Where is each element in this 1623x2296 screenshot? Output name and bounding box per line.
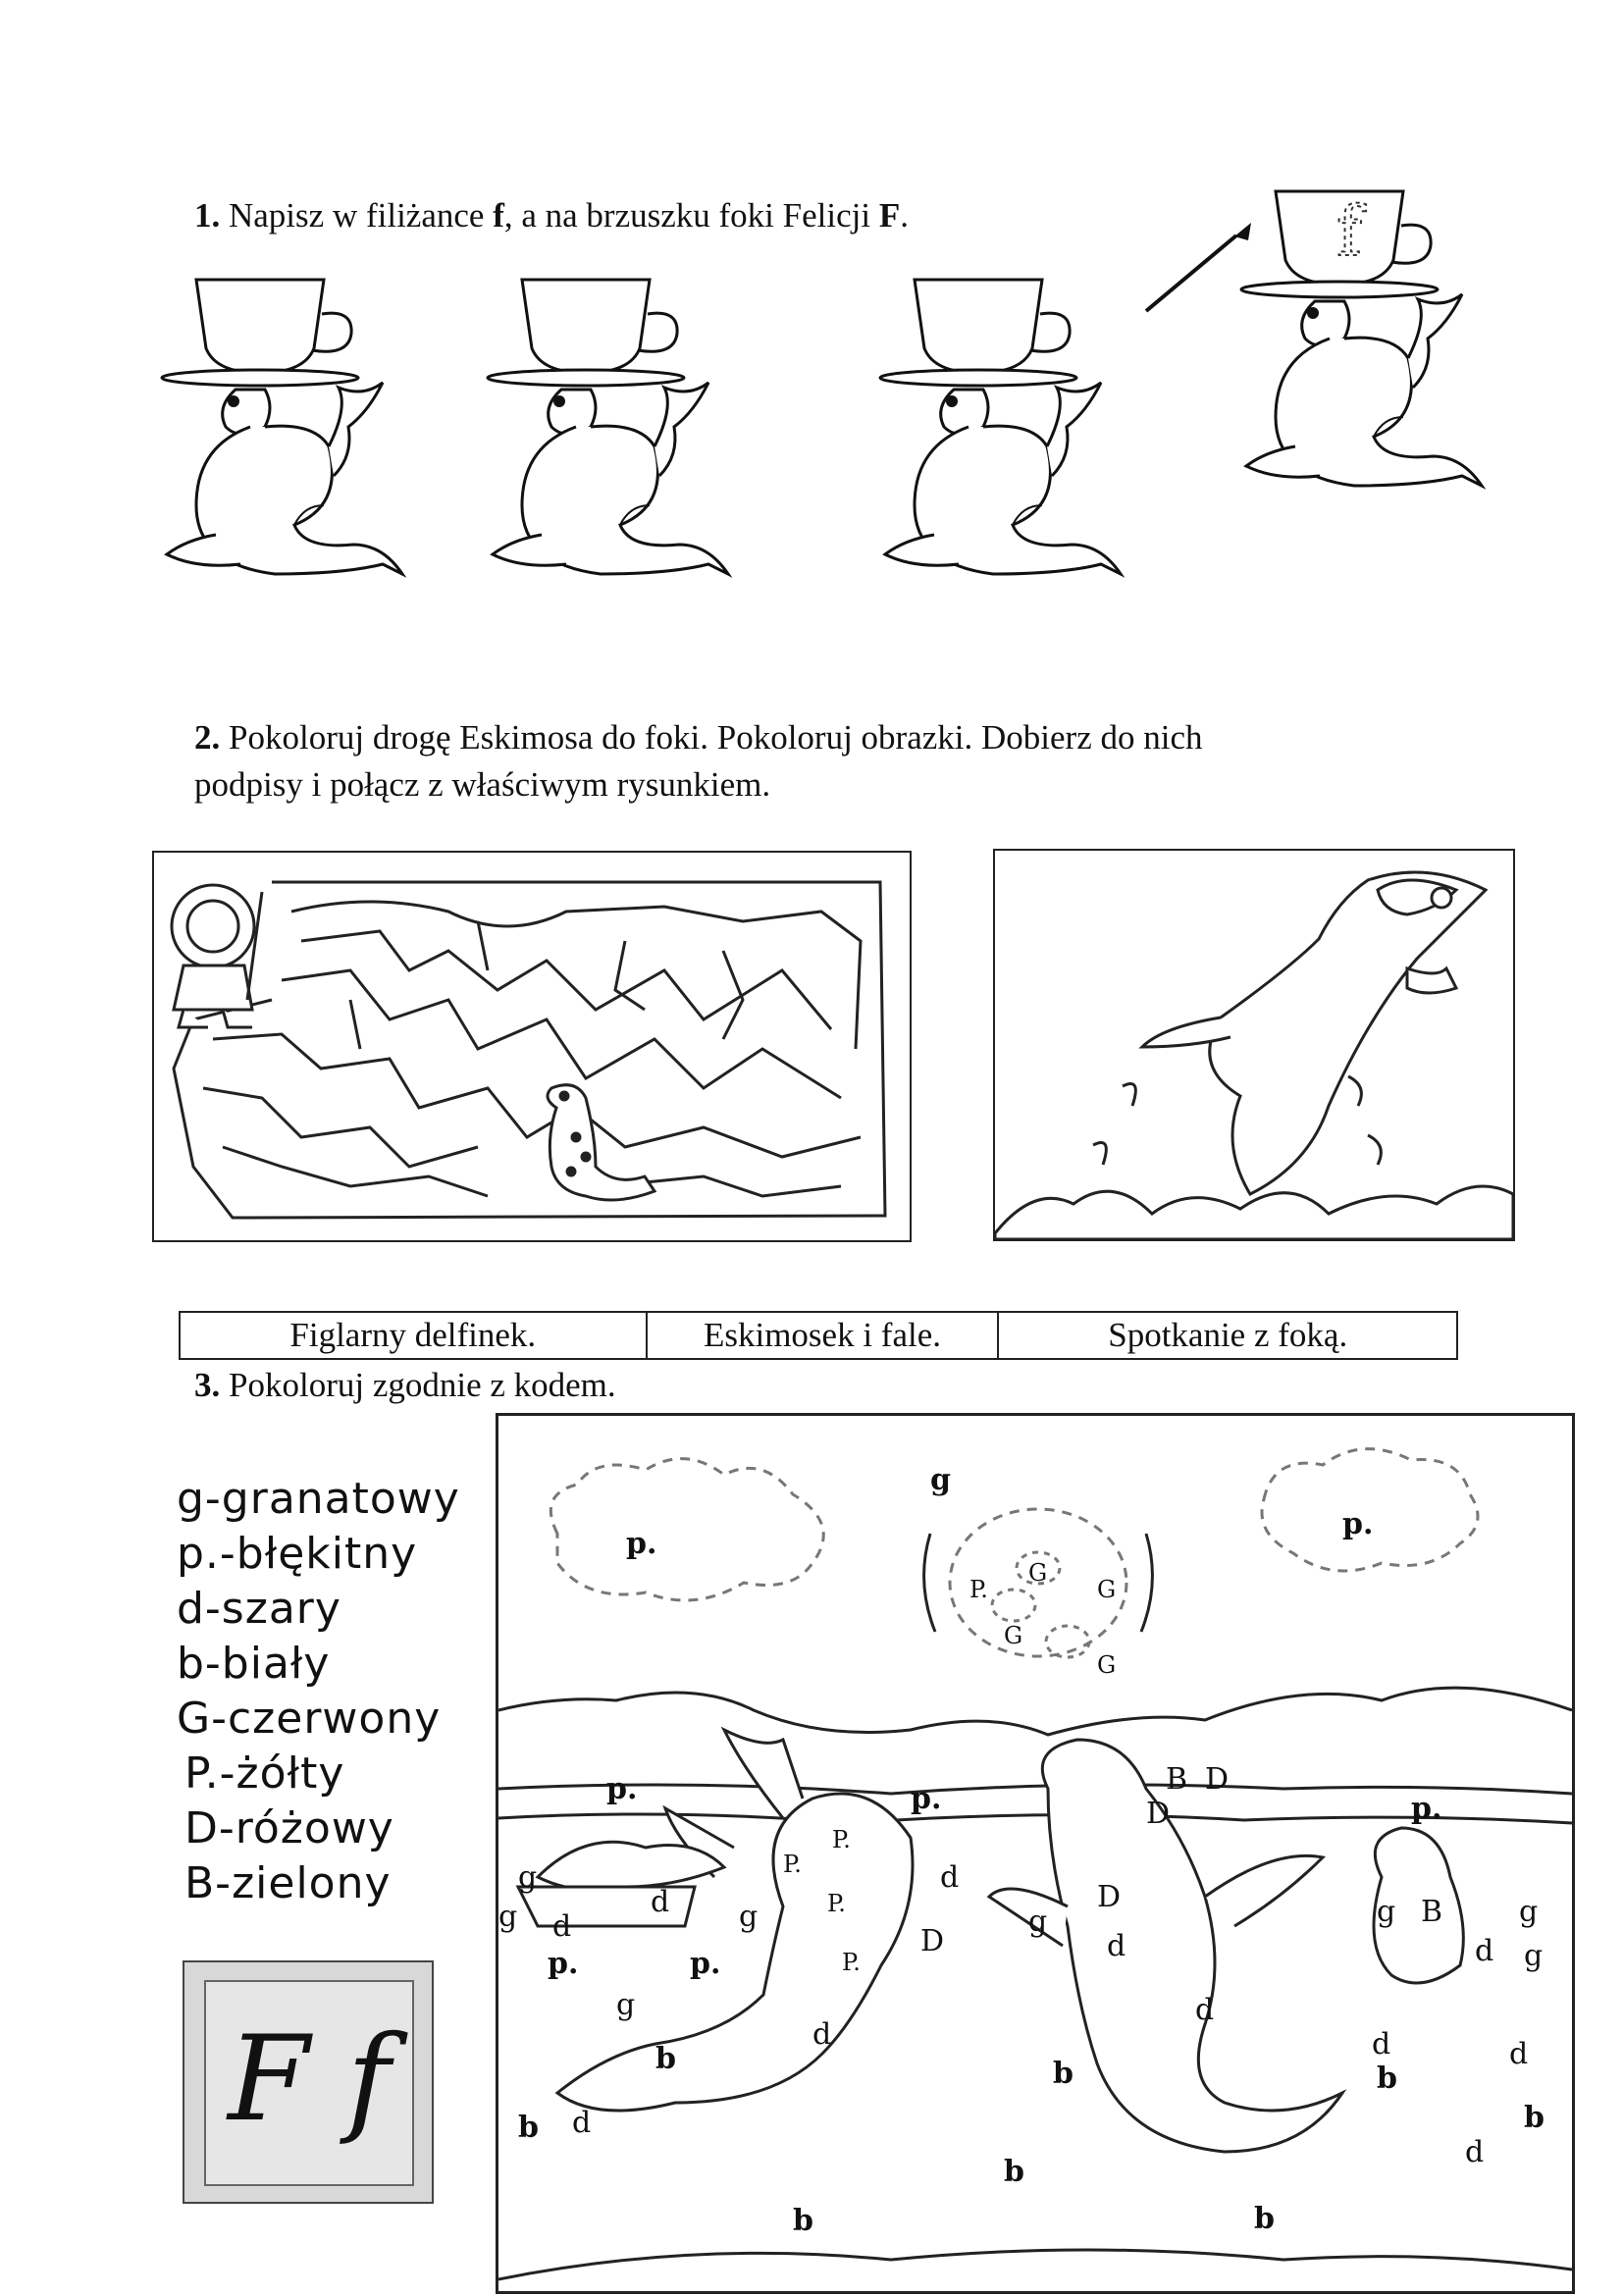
code-d: d xyxy=(1465,2135,1485,2169)
eskimo-figure xyxy=(172,885,262,1027)
code-p: p. xyxy=(690,1947,721,1981)
code-p: p. xyxy=(626,1527,657,1561)
code-d: d xyxy=(572,2106,592,2140)
code-p: p. xyxy=(911,1782,942,1816)
task1-instruction: 1. Napisz w filiżance f, a na brzuszku foki Felicji F. xyxy=(194,196,909,235)
task2-instruction: 2. Pokoloruj drogę Eskimosa do foki. Pokoloruj obrazki. Dobierz do nich podpisy i połącz z właściwym rysunkiem. xyxy=(194,718,1203,804)
code-D: D xyxy=(920,1924,945,1958)
code-D: D xyxy=(1097,1880,1122,1914)
code-D: D xyxy=(1205,1762,1230,1797)
example-letter-f: f xyxy=(1336,191,1362,272)
code-d: d xyxy=(812,2017,832,2052)
code-d: d xyxy=(1509,2037,1529,2071)
maze-picture xyxy=(152,851,912,1242)
task3-number: 3. xyxy=(194,1366,221,1404)
letter-card xyxy=(183,1960,434,2204)
code-G: G xyxy=(1028,1559,1048,1587)
code-G: G xyxy=(1097,1576,1117,1603)
code-g: g xyxy=(1377,1895,1396,1929)
legend-item: P.-żółty xyxy=(184,1748,345,1799)
maze-drawing xyxy=(154,853,910,1240)
code-b: b xyxy=(1053,2057,1073,2091)
code-P: P. xyxy=(832,1826,851,1853)
color-code-legend xyxy=(177,1472,460,1911)
code-b: b xyxy=(1004,2155,1024,2189)
legend-item: g-granatowy xyxy=(177,1474,460,1524)
code-g: g xyxy=(1028,1905,1048,1939)
code-g: g xyxy=(518,1860,538,1895)
code-B: B xyxy=(1421,1895,1443,1929)
code-b: b xyxy=(1377,2061,1397,2096)
legend-item: G-czerwony xyxy=(177,1694,442,1744)
code-P: P. xyxy=(827,1890,846,1917)
caption-cell: Eskimosek i fale. xyxy=(648,1313,1000,1358)
code-b: b xyxy=(655,2042,676,2076)
legend-item: B-zielony xyxy=(184,1858,392,1908)
code-g: g xyxy=(1524,1939,1544,1973)
task2-number: 2. xyxy=(194,718,221,757)
code-p: p. xyxy=(548,1947,579,1981)
code-d: d xyxy=(1475,1934,1494,1968)
code-d: d xyxy=(651,1885,670,1919)
code-B: B xyxy=(1166,1762,1188,1797)
code-G: G xyxy=(1097,1651,1117,1679)
card-letters: F f xyxy=(228,2011,391,2148)
legend-item: d-szary xyxy=(177,1584,341,1634)
coloring-drawing xyxy=(498,1416,1572,2291)
code-d: d xyxy=(552,1909,572,1944)
code-P: P. xyxy=(842,1949,861,1976)
captions-table xyxy=(179,1311,1458,1360)
coloring-picture xyxy=(496,1413,1575,2294)
code-d: d xyxy=(940,1860,960,1895)
caption-cell: Spotkanie z foką. xyxy=(1108,1316,1348,1354)
code-G: G xyxy=(1004,1622,1023,1649)
code-p: p. xyxy=(1342,1507,1374,1541)
code-p: p. xyxy=(606,1772,638,1806)
legend-item: b-biały xyxy=(177,1639,331,1689)
task3-instruction: 3. Pokoloruj zgodnie z kodem. xyxy=(194,1366,616,1404)
dolphin-drawing xyxy=(995,851,1513,1239)
code-g: g xyxy=(498,1900,518,1934)
task1-letter-small: f xyxy=(493,196,504,235)
code-D: D xyxy=(1146,1797,1171,1831)
code-b: b xyxy=(518,2111,539,2145)
code-d: d xyxy=(1107,1929,1126,1963)
legend-item: p.-błękitny xyxy=(177,1529,418,1579)
task1-number: 1. xyxy=(194,196,221,235)
code-b: b xyxy=(793,2204,813,2238)
code-g: g xyxy=(739,1900,759,1934)
legend-item: D-różowy xyxy=(184,1803,394,1853)
code-P: P. xyxy=(783,1851,802,1878)
code-b: b xyxy=(1254,2202,1275,2236)
task1-letter-big: F xyxy=(878,196,901,235)
code-d: d xyxy=(1195,1993,1215,2027)
seals-with-cups-illustration xyxy=(147,182,1541,652)
code-P: P. xyxy=(969,1576,988,1603)
code-d: d xyxy=(1372,2027,1391,2061)
code-p: p. xyxy=(1411,1792,1442,1826)
caption-cell: Figlarny delfinek. xyxy=(181,1313,648,1358)
code-g: g xyxy=(930,1463,951,1497)
dolphin-picture xyxy=(993,849,1515,1241)
code-b: b xyxy=(1524,2101,1544,2135)
code-g: g xyxy=(616,1988,636,2022)
code-g: g xyxy=(1519,1895,1539,1929)
